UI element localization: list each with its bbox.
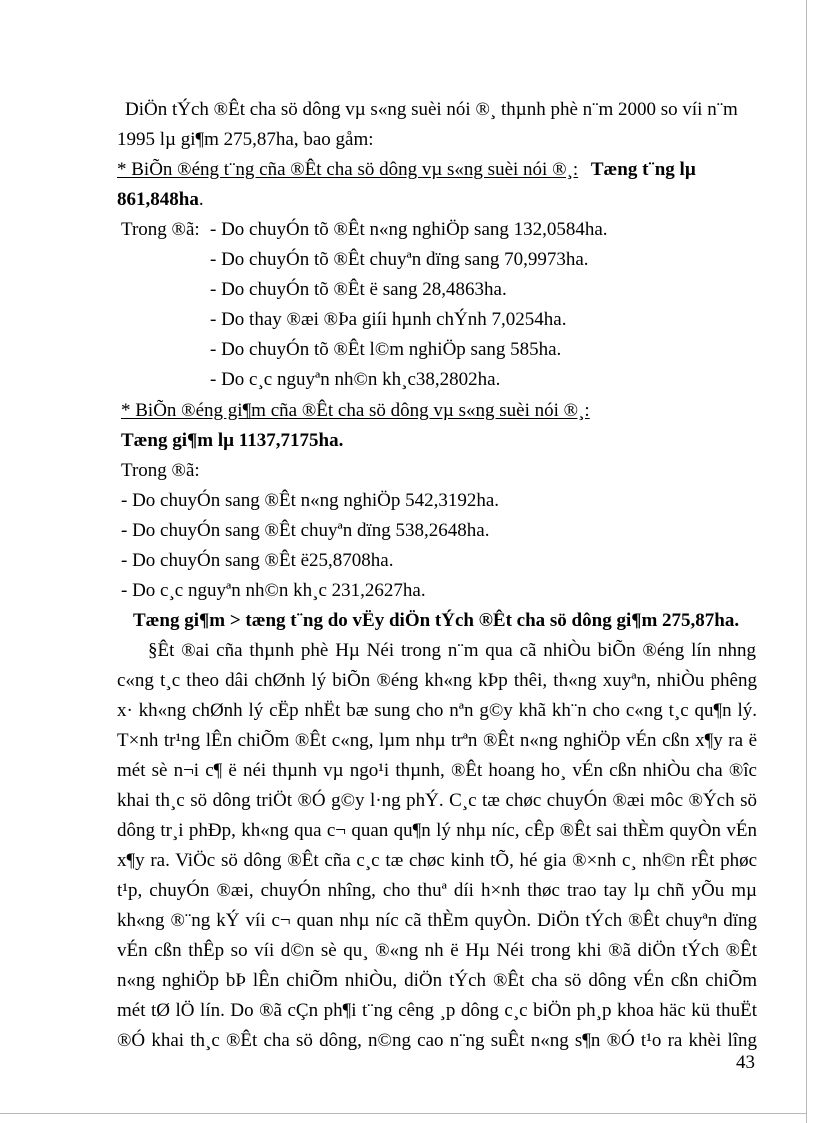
body-text: dông tr¸i phÐp, kh«ng qua c¬ quan qu¶n lý nhµ níc, cÊp ®Êt sai thÈm quyÒn vÉn <box>117 820 757 841</box>
increase-item: - Do c¸c nguyªn nh©n kh¸c38,2802ha. <box>210 369 501 390</box>
increase-total-value: 861,848ha <box>117 189 199 210</box>
body-text: x· kh«ng chØnh lý cËp nhËt bæ sung cho nªn g©y khã kh¨n cho c«ng t¸c qu¶n lý. <box>117 700 757 721</box>
body-line-first <box>148 640 756 662</box>
body-line <box>117 760 757 782</box>
increase-heading: * BiÕn ®éng t¨ng cña ®Êt cha sö dông vµ s«ng suèi nói ®¸: <box>117 159 579 180</box>
body-line <box>117 970 757 992</box>
body-text: ®Ó khai th¸c ®Êt cha sö dông, n©ng cao n¨ng suÊt n«ng s¶n ®Ó t¹o ra khèi lîng <box>117 1030 757 1051</box>
increase-item: - Do chuyÓn tõ ®Êt chuyªn dïng sang 70,9973ha. <box>210 249 589 270</box>
body-line <box>117 880 757 902</box>
body-text: khai th¸c sö dông triÖt ®Ó g©y l·ng phÝ. C¸c tæ chøc chuyÓn ®æi môc ®Ých sö <box>117 790 757 811</box>
page-frame-right <box>806 0 807 1123</box>
body-line <box>117 910 757 932</box>
increase-item: - Do chuyÓn tõ ®Êt l©m nghiÖp sang 585ha. <box>210 339 562 360</box>
decrease-item: - Do chuyÓn sang ®Êt n«ng nghiÖp 542,3192ha. <box>121 490 500 511</box>
summary-line: Tæng gi¶m > tæng t¨ng do vËy diÖn tÝch ®Êt cha sö dông gi¶m 275,87ha. <box>133 610 740 631</box>
body-line <box>117 940 757 962</box>
increase-heading-line <box>117 159 757 181</box>
increase-trong-label: Trong ®ã: <box>121 219 200 240</box>
increase-item: - Do chuyÓn tõ ®Êt n«ng nghiÖp sang 132,0584ha. <box>210 219 608 240</box>
body-text: §Êt ®ai cña thµnh phè Hµ Néi trong n¨m qua cã nhiÒu biÕn ®éng lín nhng <box>148 640 756 661</box>
increase-item: - Do thay ®æi ®Þa giíi hµnh chÝnh 7,0254ha. <box>210 309 567 330</box>
body-text: x¶y ra. ViÖc sö dông ®Êt cña c¸c tæ chøc kinh tÕ, hé gia ®×nh c¸ nh©n rÊt phøc <box>117 850 757 871</box>
decrease-heading: * BiÕn ®éng gi¶m cña ®Êt cha sö dông vµ s«ng suèi nói ®¸: <box>121 400 590 421</box>
decrease-item: - Do chuyÓn sang ®Êt ë25,8708ha. <box>121 550 394 571</box>
body-text: n«ng nghiÖp bÞ lÊn chiÕm nhiÒu, diÖn tÝch ®Êt cha sö dông vÉn cßn chiÕm <box>117 970 757 991</box>
intro-line-1: DiÖn tÝch ®Êt cha sö dông vµ s«ng suèi nói ®¸ thµnh phè n¨m 2000 so víi n¨m <box>125 99 738 120</box>
body-line <box>117 700 757 722</box>
increase-total-period: . <box>198 189 204 210</box>
decrease-trong-label: Trong ®ã: <box>121 460 200 481</box>
body-line <box>117 670 757 692</box>
page-frame-bottom <box>0 1113 807 1114</box>
decrease-heading-line <box>121 400 590 422</box>
body-text: T×nh tr¹ng lÊn chiÕm ®Êt c«ng, lµm nhµ trªn ®Êt n«ng nghiÖp vÉn cßn x¶y ra ë <box>117 730 757 751</box>
body-text: mét sè n¬i c¶ ë néi thµnh vµ ngo¹i thµnh, ®Êt hoang ho¸ vÉn cßn nhiÒu cha ®îc <box>117 760 757 781</box>
body-line <box>117 820 757 842</box>
decrease-total: Tæng gi¶m lµ 1137,7175ha. <box>121 430 344 451</box>
body-text: c«ng t¸c theo dâi chØnh lý biÕn ®éng kh«ng kÞp thêi, th«ng xuyªn, nhiÒu phêng <box>117 670 757 691</box>
decrease-item: - Do chuyÓn sang ®Êt chuyªn dïng 538,2648ha. <box>121 520 490 541</box>
body-line <box>117 1000 757 1022</box>
body-text: vÉn cßn thÊp so víi d©n sè qu¸ ®«ng nh ë Hµ Néi trong khi ®ã diÖn tÝch ®Êt <box>117 940 757 961</box>
increase-item: - Do chuyÓn tõ ®Êt ë sang 28,4863ha. <box>210 279 507 300</box>
body-text: t¹p, chuyÓn ®æi, chuyÓn nhîng, cho thuª díi h×nh thøc trao tay lµ chñ yÕu mµ <box>117 880 757 901</box>
decrease-item: - Do c¸c nguyªn nh©n kh¸c 231,2627ha. <box>121 580 426 601</box>
increase-total-label: Tæng t¨ng lµ <box>590 159 696 180</box>
body-line <box>117 1030 757 1052</box>
page-number: 43 <box>736 1052 755 1073</box>
body-text: kh«ng ®¨ng kÝ víi c¬ quan nhµ níc cã thÈm quyÒn. DiÖn tÝch ®Êt chuyªn dïng <box>117 910 757 931</box>
intro-line-2: 1995 lµ gi¶m 275,87ha, bao gåm: <box>117 129 374 150</box>
increase-total-line <box>117 189 204 211</box>
body-line <box>117 850 757 872</box>
body-line <box>117 730 757 752</box>
body-text: mét tØ lÖ lín. Do ®ã cÇn ph¶i t¨ng cêng ¸p dông c¸c biÖn ph¸p khoa häc kü thuËt <box>117 1000 757 1021</box>
body-line <box>117 790 757 812</box>
